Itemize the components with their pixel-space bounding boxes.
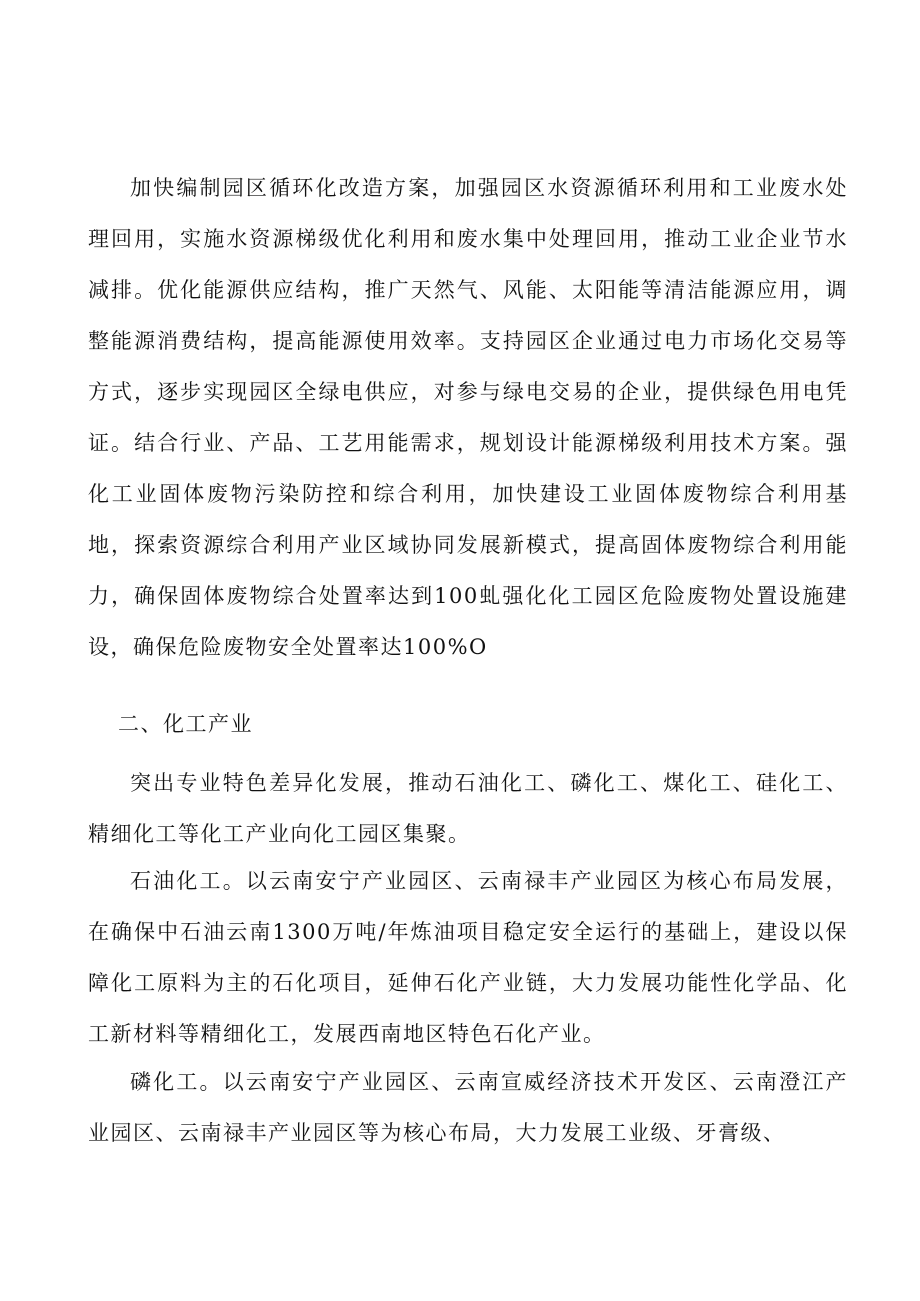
section-heading: 二、化工产业 [118,712,253,736]
body-paragraph: 突出专业特色差异化发展，推动石油化工、磷化工、煤化工、硅化工、精细化工等化工产业向化工园区集聚。 [88,771,848,846]
body-paragraph: 磷化工。以云南安宁产业园区、云南宣威经济技术开发区、云南澄江产业园区、云南禄丰产业园区等为核心布局，大力发展工业级、牙膏级、 [88,1070,848,1145]
body-paragraph: 石油化工。以云南安宁产业园区、云南禄丰产业园区为核心布局发展，在确保中石油云南1300万吨/年炼油项目稳定安全运行的基础上，建设以保障化工原料为主的石化项目，延伸石化产业链，大力发展功能性化学品、化工新材料等精细化工，发展西南地区特色石化产业。 [88,869,848,1046]
body-paragraph: 加快编制园区循环化改造方案，加强园区水资源循环利用和工业废水处理回用，实施水资源梯级优化利用和废水集中处理回用，推动工业企业节水减排。优化能源供应结构，推广天然气、风能、太阳能等清洁能源应用，调整能源消费结构，提高能源使用效率。支持园区企业通过电力市场化交易等方式，逐步实现园区全绿电供应，对参与绿电交易的企业，提供绿色用电凭证。结合行业、产品、工艺用能需求，规划设计能源梯级利用技术方案。强化工业固体废物污染防控和综合利用，加快建设工业固体废物综合利用基地，探索资源综合利用产业区域协同发展新模式，提高固体废物综合利用能力，确保固体废物综合处置率达到100虬强化化工园区危险废物处置设施建设，确保危险废物安全处置率达100%O [88,176,848,659]
